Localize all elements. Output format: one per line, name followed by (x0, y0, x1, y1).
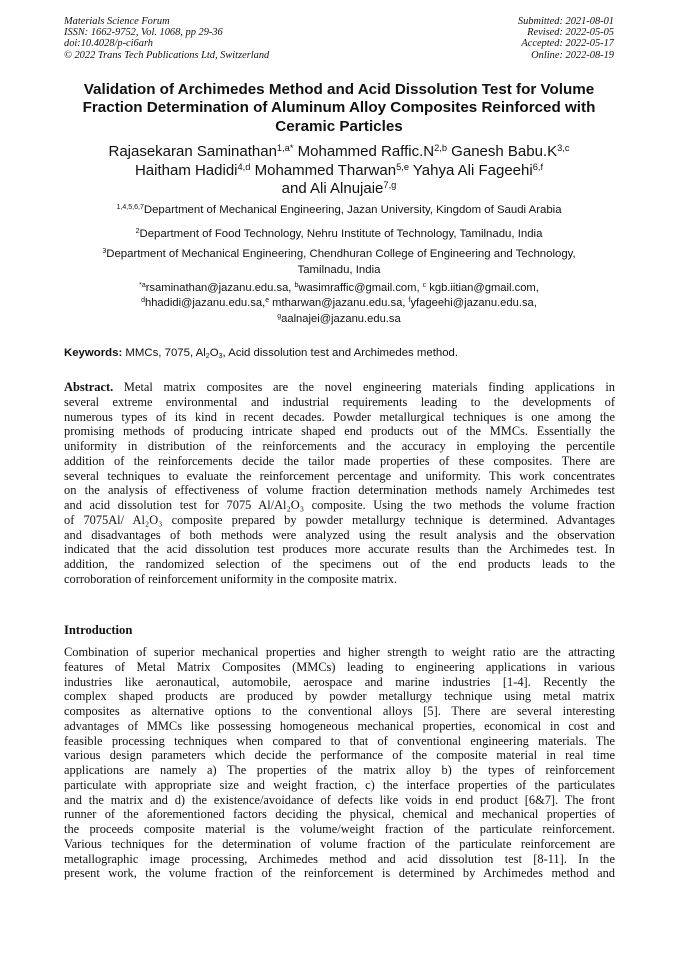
body-line: runner of the aforementioned factors deciding the physical, chemical and mechanical properties of (64, 807, 615, 822)
keywords-label: Keywords: (64, 347, 123, 359)
author-name: and Ali Alnujaie (281, 180, 384, 198)
body-line: various design parameters which decide the performance of the composite material in real time (64, 748, 615, 763)
affiliation-mark: 2 (135, 228, 140, 236)
affiliation-text: Tamilnadu, India (297, 263, 381, 276)
abstract-line: addition of the reinforcements decide the tailor made properties of these composites. There are (64, 453, 615, 468)
title-line: Validation of Archimedes Method and Acid Dissolution Test for Volume (83, 81, 595, 98)
author-line (40, 180, 638, 199)
date-accepted: Accepted: 2022-05-17 (521, 38, 614, 50)
title-line: Fraction Determination of Aluminum Alloy Composites Reinforced with (82, 99, 596, 117)
affiliation-text: Department of Food Technology, Nehru Institute of Technology, Tamilnadu, India (139, 228, 543, 240)
email-mark: d (141, 297, 145, 305)
body-line: Various techniques for the determination of volume fraction of the particulate reinforcement are (64, 836, 615, 851)
email-mark: f (408, 297, 411, 305)
email-mark: *a (139, 282, 146, 290)
author-list (40, 143, 638, 199)
author-affiliation-mark: 5,e (396, 161, 409, 172)
email-address[interactable]: wasimraffic@gmail.com, (298, 282, 423, 294)
email-mark: e (265, 297, 270, 305)
author-affiliation-mark: 2,b (434, 142, 448, 153)
journal-info (64, 16, 269, 61)
affiliation (40, 227, 638, 243)
abstract-text: Metal matrix composites are the novel engineering materials finding applications in (113, 380, 615, 394)
email-address[interactable]: mtharwan@jazanu.edu.sa, (269, 297, 409, 310)
date-online: Online: 2022-08-19 (531, 49, 614, 61)
abstract-line: indicated that the acid dissolution test produces more accurate results than the Archimedes test. In (64, 542, 615, 557)
author-affiliation-mark: 4,d (237, 161, 251, 172)
body-line: the proceeds composite material is the volume/weight fraction of the particulate reinforcement. (64, 822, 615, 836)
email-address[interactable]: hhadidi@jazanu.edu.sa, (144, 297, 266, 310)
author-name: Mohammed Raffic.N (293, 143, 435, 160)
author-affiliation-mark: 7,g (383, 180, 397, 191)
abstract-line: of 7075Al/ Al₂O₃ composite prepared by powder metallurgy technique is determined. Advantages (64, 512, 615, 527)
abstract-line: several extreme environmental and industrial requirements leading to the developments of (64, 394, 615, 409)
affiliation (40, 247, 638, 278)
abstract (64, 380, 615, 587)
author-name: Ganesh Babu.K (447, 143, 558, 160)
affiliation-mark: 3 (102, 248, 107, 256)
subscript: 2 (205, 352, 210, 360)
body-line: features of Metal Matrix Composites (MMCs) leading to engineering applications in various (64, 659, 615, 674)
body-line: particulate with appropriate size and weight fraction, c) the interface properties of the particulates (64, 777, 615, 792)
abstract-line: promising methods of producing intricate shaped end products out of the MMCs. Essentially the (64, 424, 615, 439)
author-line (40, 143, 638, 162)
abstract-line (64, 380, 615, 395)
body-line: present work, the volume fraction of the reinforcement is determined by Archimedes method and (64, 866, 615, 881)
body-line: metallographic image processing, Archimedes method and acid dissolution test [8-11]. In the (64, 851, 615, 866)
abstract-label: Abstract. (64, 380, 114, 394)
affiliation-text: Department of Mechanical Engineering, Chendhuran College of Engineering and Technology, (106, 248, 576, 260)
abstract-line: and disadvantages of both methods were analyzed using the result analysis and the observation (64, 527, 615, 542)
body-line: industries like aeronautical, automobile, aerospace and marine industries [1-4]. Recently the (64, 674, 615, 689)
date-revised: Revised: 2022-05-05 (527, 27, 614, 39)
author-name: Rajasekaran Saminathan (108, 143, 277, 160)
author-affiliation-mark: 1,a* (276, 142, 294, 153)
author-affiliation-mark: 6,f (532, 161, 544, 172)
body-line: Combination of superior mechanical properties and higher strength to weight ratio are the attracting (64, 645, 615, 659)
date-submitted: Submitted: 2021-08-01 (517, 16, 614, 27)
journal-copyright: © 2022 Trans Tech Publications Ltd, Switzerland (64, 49, 270, 61)
author-line (40, 162, 638, 181)
journal-doi: doi:10.4028/p-ci6arh (64, 38, 153, 50)
body-line: applications are namely a) The properties of the matrix alloy b) the types of reinforcement (64, 763, 615, 777)
affiliation-mark: 1,4,5,6,7 (116, 204, 144, 212)
paper-title (40, 81, 638, 136)
author-name: Yahya Ali Fageehi (409, 161, 533, 179)
email-address[interactable]: rsaminathan@jazanu.edu.sa, (145, 282, 295, 294)
author-emails (40, 281, 638, 327)
journal-name: Materials Science Forum (64, 16, 170, 27)
body-line: feasible processing techniques when compared to that of conventional engineering materials. The (64, 733, 615, 748)
keywords-text: MMCs, 7075, Al (122, 347, 206, 359)
author-name: Haitham Hadidi (134, 161, 238, 179)
author-affiliation-mark: 3,c (557, 142, 570, 153)
email-mark: c (422, 282, 427, 290)
journal-issn: ISSN: 1662-9752, Vol. 1068, pp 29-36 (64, 27, 223, 39)
abstract-line: addition, the randomized selection of the specimens out of the end products leads to the (64, 557, 615, 571)
body-line: and the matrix and d) the existence/avoidance of defects like voids in end product [6&7]. The front (64, 792, 615, 807)
abstract-line: several techniques to evaluate the reinforcement percentage and uniformity. This work concentrates (64, 468, 615, 483)
keywords-text: O (209, 347, 219, 359)
publication-dates (518, 16, 614, 61)
subscript: 3 (218, 352, 223, 360)
author-name: Mohammed Tharwan (250, 161, 397, 179)
body-line: complex shaped products are produced by powder metallurgy technique using metal matrix (64, 689, 615, 704)
abstract-line: on the analysis of effectiveness of volume fraction determination methods namely Archimedes test (64, 483, 615, 498)
keywords-text: , Acid dissolution test and Archimedes method. (222, 347, 459, 359)
affiliation-text: Department of Mechanical Engineering, Jazan University, Kingdom of Saudi Arabia (143, 204, 562, 216)
body-line: composites as alternative options to the conventional alloys [5]. There are several interesting (64, 704, 615, 718)
body-line: advantages of MMCs like possessing homogeneous mechanical properties, economical in cost and (64, 718, 615, 733)
abstract-line: and acid dissolution test for 7075 Al/Al₂O₃ composite. Using the two methods the volume fraction (64, 498, 615, 512)
email-mark: b (294, 282, 299, 290)
email-address[interactable]: kgb.iitian@gmail.com, (426, 282, 539, 294)
section-heading: Introduction (64, 623, 133, 637)
email-mark: g (277, 313, 282, 320)
affiliation (40, 203, 638, 219)
email-address[interactable]: aalnajei@jazanu.edu.sa (281, 312, 401, 325)
abstract-line: numerous types of its kind in recent decades. Powder metallurgical techniques is one among the (64, 409, 615, 424)
email-address[interactable]: yfageehi@jazanu.edu.sa, (410, 297, 537, 310)
keywords (64, 346, 616, 360)
title-line: Ceramic Particles (275, 117, 403, 135)
abstract-line: corroboration of reinforcement uniformity in the composite matrix. (64, 571, 398, 586)
introduction-body (64, 645, 615, 881)
abstract-line: uniformity in distribution of the reinforcements and the accuracy in employing the percentile (64, 439, 615, 453)
